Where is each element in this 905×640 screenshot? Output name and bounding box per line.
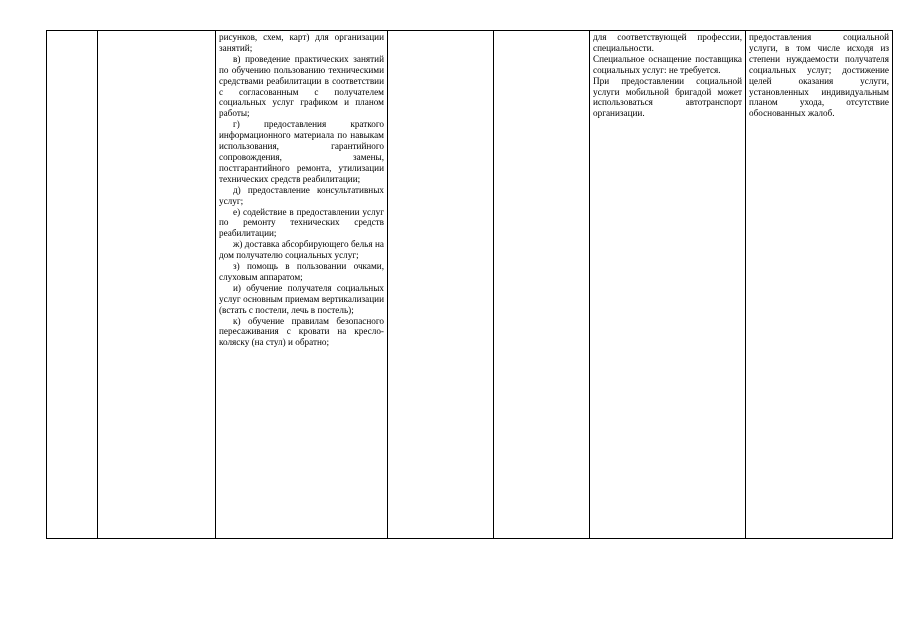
paragraph: и) обучение получателя социальных услуг основным приемам вертикализации (встать с постели, лечь в постель); [219,282,384,315]
table-cell-service-name [98,31,216,539]
paragraph: При предоставлении социальной услуги мобильной бригадой может использоваться автотранспорт организации. [593,75,742,119]
table-cell-quality-indicators [746,31,893,539]
paragraph: д) предоставление консультативных услуг; [219,184,384,206]
conditions-text [593,32,742,119]
paragraph: к) обучение правилам безопасного пересаживания с кровати на кресло-коляску (на стул) и обратно; [219,315,384,348]
paragraph: предоставления социальной услуги, в том числе исходя из степени нуждаемости получателя социальных услуг; достижение целей оказания услуги, установленных индивидуальным планом ухода, отсутствие обоснованных жалоб. [749,32,889,119]
table-cell-norm [388,31,494,539]
paragraph: рисунков, схем, карт) для организации занятий; [219,32,384,53]
paragraph: в) проведение практических занятий по обучению пользованию техническими средствами реабилитации в соответствии с согласованным с получателем социальных услуг графиком и планом работы; [219,53,384,119]
paragraph: е) содействие в предоставлении услуг по ремонту технических средств реабилитации; [219,206,384,239]
paragraph: ж) доставка абсорбирующего белья на дом получателю социальных услуг; [219,239,384,261]
paragraph: з) помощь в пользовании очками, слуховым аппаратом; [219,261,384,282]
table-cell-conditions [590,31,746,539]
paragraph: г) предоставления краткого информационного материала по навыкам использования, гарантийного сопровождения, замены, постгарантийного ремонта, утилизации технических средств реабилитации; [219,119,384,184]
document-table [46,30,893,539]
table-cell-service-description [216,31,388,539]
service-description-text [219,32,384,348]
paragraph: Специальное оснащение поставщика социальных услуг: не требуется. [593,53,742,75]
paragraph: для соответствующей профессии, специальности. [593,32,742,53]
table-cell-number [47,31,98,539]
table-cell-price [494,31,590,539]
quality-indicators-text [749,32,889,119]
table-row [47,31,893,539]
